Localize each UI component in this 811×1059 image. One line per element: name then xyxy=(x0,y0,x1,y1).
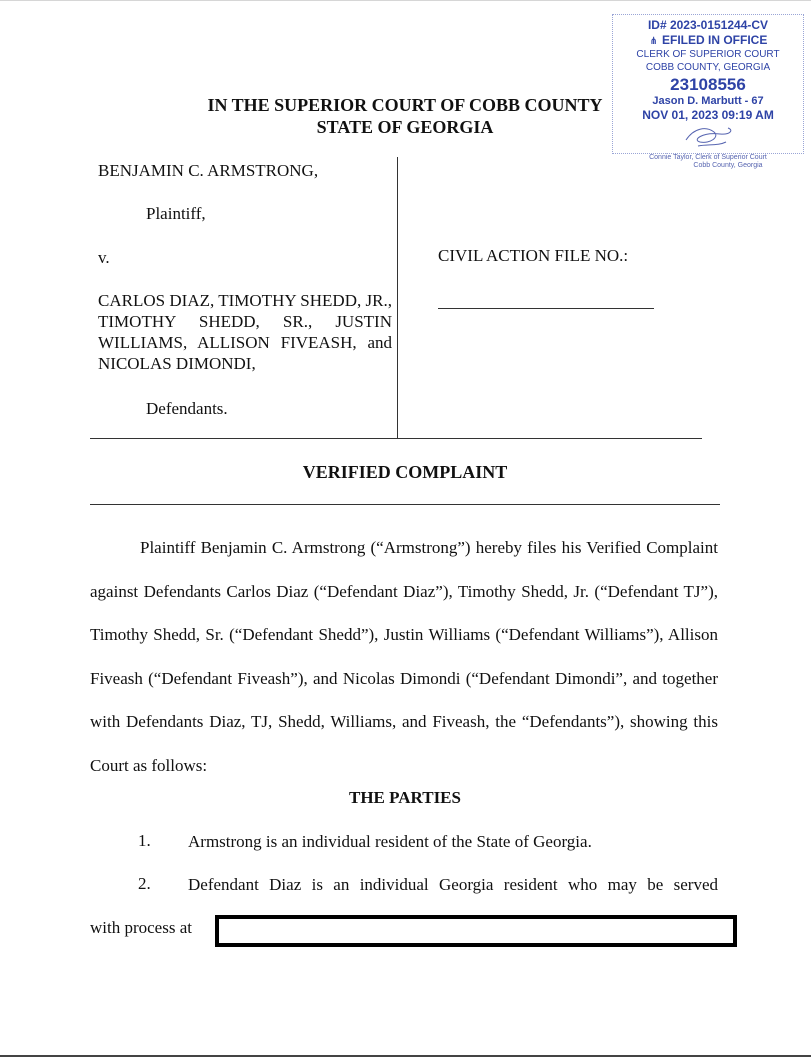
title-rule xyxy=(90,504,720,505)
stamp-datetime: NOV 01, 2023 09:19 AM xyxy=(642,108,774,122)
caption-divider xyxy=(397,157,398,438)
paragraph-text: Defendant Diaz is an individual Georgia resident who may be served xyxy=(188,875,718,894)
paragraph-number: 1. xyxy=(138,831,151,850)
section-heading-parties: THE PARTIES xyxy=(349,788,461,807)
efile-stamp xyxy=(612,14,804,174)
stamp-case-id: ID# 2023-0151244-CV xyxy=(647,18,769,32)
civil-action-label: CIVIL ACTION FILE NO.: xyxy=(438,246,629,265)
stamp-efiled-line xyxy=(612,33,804,47)
stamp-filing-number: 23108556 xyxy=(670,75,746,94)
paragraph-text: Armstrong is an individual resident of the State of Georgia. xyxy=(188,832,592,851)
stamp-efiled-text: EFILED IN OFFICE xyxy=(662,33,768,47)
caption-bottom-rule xyxy=(90,438,702,439)
page-top-border xyxy=(0,0,811,1)
efile-flag-icon: ⋔ xyxy=(649,36,658,47)
versus: v. xyxy=(98,248,110,267)
court-state: STATE OF GEORGIA xyxy=(316,117,494,137)
stamp-clerk: CLERK OF SUPERIOR COURT xyxy=(636,49,780,60)
page-bottom-border xyxy=(0,1055,811,1057)
stamp-footer-clerk: Connie Taylor, Clerk of Superior Court xyxy=(649,154,767,161)
court-name: IN THE SUPERIOR COURT OF COBB COUNTY xyxy=(207,95,603,115)
paragraph-number: 2. xyxy=(138,874,151,893)
clerk-signature-icon xyxy=(680,122,740,152)
redaction-box xyxy=(215,915,737,947)
stamp-county: COBB COUNTY, GEORGIA xyxy=(645,62,771,73)
court-heading xyxy=(190,94,620,138)
stamp-judge: Jason D. Marbutt - 67 xyxy=(652,95,764,107)
case-number-blank xyxy=(438,308,654,309)
stamp-footer-county: Cobb County, Georgia xyxy=(693,162,763,169)
defendants-label: Defendants. xyxy=(146,399,228,418)
intro-paragraph: Plaintiff Benjamin C. Armstrong (“Armstrong”) hereby files his Verified Complaint against Defendants Carlos Diaz (“Defendant Diaz”), Timothy Shedd, Jr. (“Defendant TJ”), Timothy Shedd, Sr. (“Defendant Shedd”), Justin Williams (“Defendant Williams”), Allison Fiveash (“Defendant Fiveash”), and Nicolas Dimondi (“Defendant Dimondi”, and together with Defendants Diaz, TJ, Shedd, Williams, and Fiveash, the “Defendants”), showing this Court as follows: xyxy=(90,538,718,775)
defendants-names: CARLOS DIAZ, TIMOTHY SHEDD, JR., TIMOTHY SHEDD, SR., JUSTIN WILLIAMS, ALLISON FIVEASH, and NICOLAS DIMONDI, xyxy=(98,291,392,373)
stamp-frame-top xyxy=(612,14,804,15)
plaintiff-name: BENJAMIN C. ARMSTRONG, xyxy=(98,161,319,180)
document-title: VERIFIED COMPLAINT xyxy=(302,462,508,482)
paragraph-continuation: with process at xyxy=(90,918,192,937)
plaintiff-label: Plaintiff, xyxy=(146,204,206,223)
